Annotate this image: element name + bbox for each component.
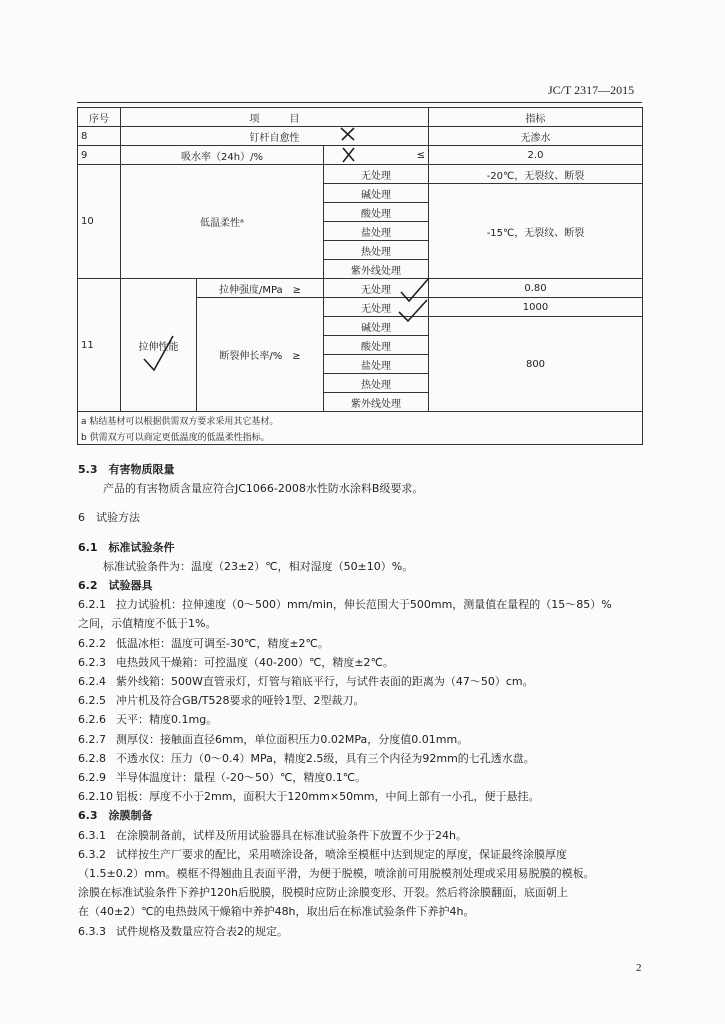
clause-number: 6.2.9	[78, 771, 106, 785]
row-value: 800	[429, 317, 643, 412]
list-item	[78, 922, 648, 941]
list-item	[78, 595, 648, 614]
row-no: 9	[78, 146, 121, 165]
list-item	[78, 749, 648, 768]
list-item	[78, 902, 648, 921]
treatment-cell: 酸处理	[324, 203, 429, 222]
clause-text: 电热鼓风干燥箱：可控温度（40-200）℃，精度±2℃。	[116, 655, 394, 669]
treatment-cell: 无处理	[324, 279, 429, 298]
clause-text: 试样按生产厂要求的配比，采用喷涂设备，喷涂至模框中达到规定的厚度，保证最终涂膜厚度	[116, 847, 567, 861]
clause-number: 6.2.7	[78, 732, 106, 746]
paragraph: 标准试验条件为：温度（23±2）℃，相对湿度（50±10）%。	[103, 559, 414, 573]
table-note-row	[78, 428, 643, 445]
clause-text: 试件规格及数量应符合表2的规定。	[116, 924, 288, 938]
list-item	[78, 787, 648, 806]
cross-mark-icon	[338, 125, 358, 143]
treatment-cell: 盐处理	[324, 355, 429, 374]
preparation-list	[78, 826, 648, 941]
check-mark-icon	[140, 333, 178, 373]
row-item: 吸水率（24h）/%	[121, 146, 324, 165]
section-heading: 6.3 涂膜制备	[78, 809, 153, 823]
clause-number: 6.2.8	[78, 751, 106, 765]
table-header-row	[78, 108, 643, 127]
clause-text: 在（40±2）℃的电热鼓风干燥箱中养护48h，取出后在标准试验条件下养护4h。	[78, 905, 475, 919]
clause-number: 6.3.1	[78, 828, 106, 842]
clause-number: 6.2.3	[78, 655, 106, 669]
table-row	[78, 279, 643, 298]
clause-number: 6.3.2	[78, 847, 106, 861]
treatment-cell: 碱处理	[324, 184, 429, 203]
sub-item: 拉伸强度/MPa ≥	[197, 279, 324, 298]
clause-number: 6.2.1	[78, 598, 106, 612]
clause-text: 测厚仪：接触面直径6mm，单位面积压力0.02MPa，分度值0.01mm。	[116, 732, 469, 746]
col-header-no: 序号	[78, 108, 121, 127]
table-row	[78, 127, 643, 146]
clause-text: 不透水仪：压力（0～0.4）MPa，精度2.5级，具有三个内径为92mm的七孔透水盘。	[116, 751, 535, 765]
list-item	[78, 768, 648, 787]
row-item: 拉伸性能	[121, 279, 197, 412]
treatment-cell: 碱处理	[324, 317, 429, 336]
section-heading: 6.2 试验器具	[78, 579, 153, 593]
row-item: 钉杆自愈性	[121, 127, 429, 146]
page-number: 2	[636, 962, 642, 974]
section-heading: 5.3 有害物质限量	[78, 463, 175, 476]
row-value: 1000	[429, 298, 643, 317]
treatment-cell: 无处理	[324, 298, 429, 317]
clause-text: 涂膜在标准试验条件下养护120h后脱膜，脱模时应防止涂膜变形、开裂。然后将涂膜翻面，底面朝上	[78, 886, 568, 900]
treatment-cell: 酸处理	[324, 336, 429, 355]
row-item: 低温柔性ᵃ	[121, 165, 324, 279]
clause-text: 在涂膜制备前，试样及所用试验器具在标准试验条件下放置不少于24h。	[116, 828, 467, 842]
clause-number: 6.2.4	[78, 675, 106, 689]
list-item	[78, 883, 648, 902]
col-header-value: 指标	[429, 108, 643, 127]
row-value: 无渗水	[429, 127, 643, 146]
clause-text: 紫外线箱：500W直管汞灯，灯管与箱底平行，与试件表面的距离为（47～50）cm。	[116, 675, 534, 689]
header-rule	[77, 102, 642, 103]
clause-text: 铝板：厚度不小于2mm，面积大于120mm×50mm，中间上部有一小孔，便于悬挂。	[116, 790, 540, 804]
list-item	[78, 653, 648, 672]
clause-text: 拉力试验机：拉伸速度（0～500）mm/min，伸长范围大于500mm，测量值在量程的（15～85）%	[116, 598, 612, 612]
instrument-list	[78, 595, 648, 806]
clause-text: 冲片机及符合GB/T528要求的哑铃1型、2型裁刀。	[116, 694, 365, 708]
clause-text: 半导体温度计：量程（-20～50）℃，精度0.1℃。	[116, 771, 367, 785]
row-cond: ≤	[324, 146, 429, 165]
clause-text: 天平：精度0.1mg。	[116, 713, 218, 727]
row-value: -15℃，无裂纹、断裂	[429, 184, 643, 279]
table-row	[78, 146, 643, 165]
row-no: 11	[78, 279, 121, 412]
col-header-item: 项 目	[121, 108, 429, 127]
treatment-cell: 热处理	[324, 241, 429, 260]
table-note: b 供需双方可以商定更低温度的低温柔性指标。	[78, 428, 643, 445]
row-no: 10	[78, 165, 121, 279]
cross-mark-icon	[339, 144, 359, 166]
clause-number: 6.3.3	[78, 924, 106, 938]
spec-table	[77, 107, 643, 445]
clause-text: （1.5±0.2）mm。模框不得翘曲且表面平滑，为便于脱模，喷涂前可用脱模剂处理或采用易脱膜的模板。	[78, 867, 595, 881]
list-item	[78, 845, 648, 864]
treatment-cell: 盐处理	[324, 222, 429, 241]
list-item	[78, 672, 648, 691]
list-item	[78, 864, 648, 883]
table-note-row	[78, 412, 643, 429]
treatment-cell: 无处理	[324, 165, 429, 184]
paragraph: 产品的有害物质含量应符合JC1066-2008水性防水涂料B级要求。	[103, 482, 424, 496]
sub-item: 断裂伸长率/% ≥	[197, 298, 324, 412]
table-row	[78, 165, 643, 184]
clause-number: 6.2.6	[78, 713, 106, 727]
clause-number: 6.2.2	[78, 636, 106, 650]
list-item	[78, 614, 648, 633]
clause-text: 之间，示值精度不低于1%。	[78, 617, 217, 631]
row-value: -20℃，无裂纹、断裂	[429, 165, 643, 184]
section-heading: 6.1 标准试验条件	[78, 540, 175, 554]
table-note: a 粘结基材可以根据供需双方要求采用其它基材。	[78, 412, 643, 429]
list-item	[78, 634, 648, 653]
row-no: 8	[78, 127, 121, 146]
treatment-cell: 紫外线处理	[324, 260, 429, 279]
section-heading: 6 试验方法	[78, 511, 140, 525]
check-mark-icon	[396, 298, 430, 324]
treatment-cell: 热处理	[324, 374, 429, 393]
clause-number: 6.2.5	[78, 694, 106, 708]
row-value: 0.80	[429, 279, 643, 298]
list-item	[78, 691, 648, 710]
row-value: 2.0	[429, 146, 643, 165]
treatment-cell: 紫外线处理	[324, 393, 429, 412]
document-code: JC/T 2317—2015	[548, 83, 635, 97]
body-content	[78, 460, 648, 941]
list-item	[78, 826, 648, 845]
list-item	[78, 730, 648, 749]
clause-text: 低温冰柜：温度可调至-30℃，精度±2℃。	[116, 636, 329, 650]
clause-number: 6.2.10	[78, 790, 113, 804]
list-item	[78, 710, 648, 729]
